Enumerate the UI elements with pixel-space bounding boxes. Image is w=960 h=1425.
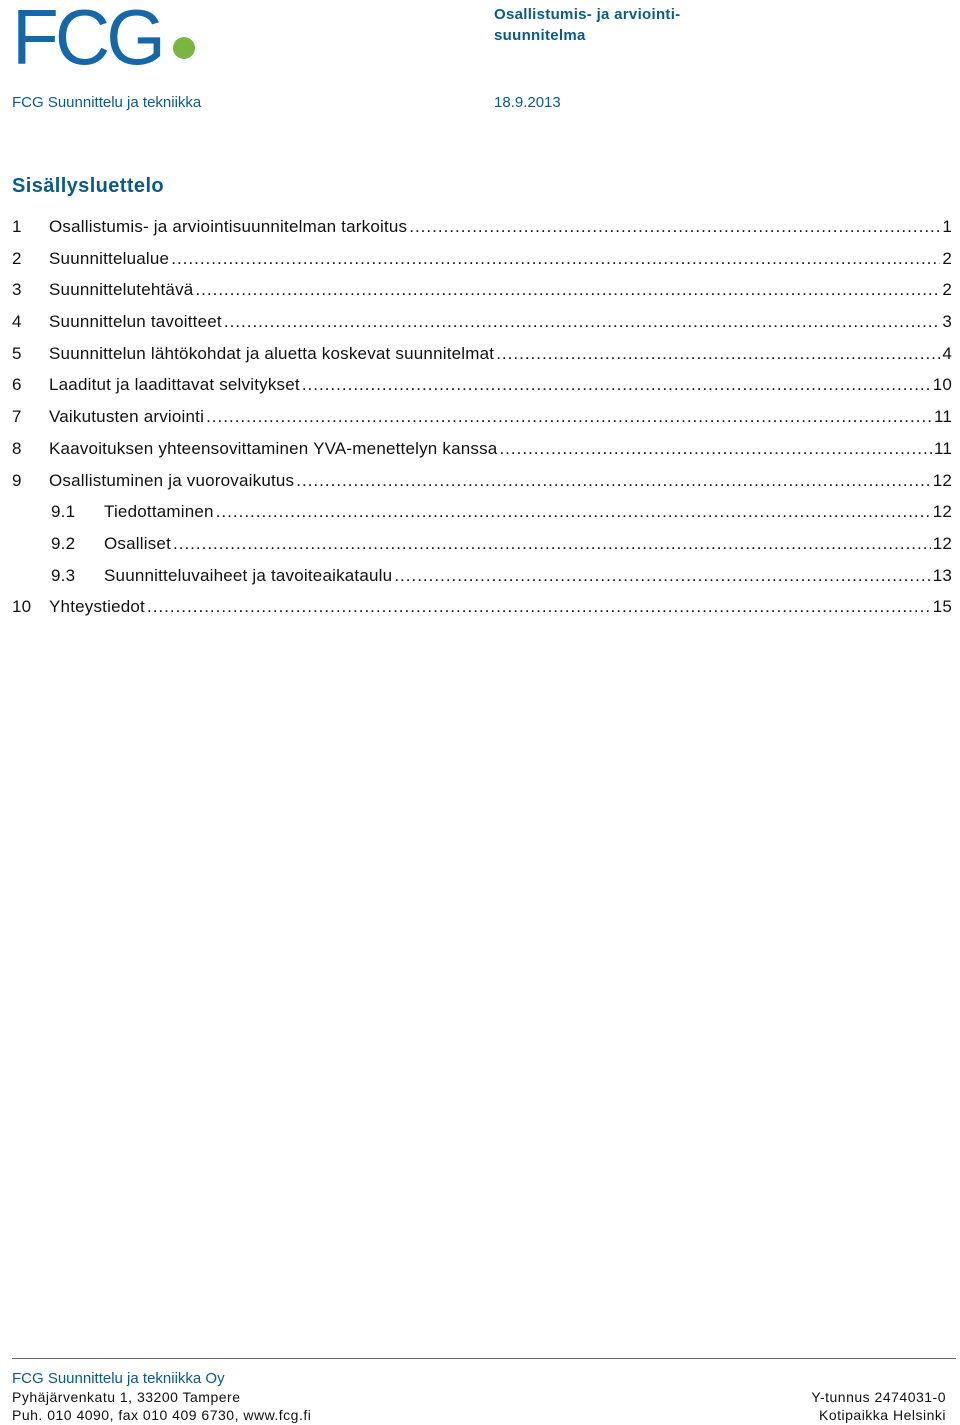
footer-contact: Puh. 010 4090, fax 010 409 6730, www.fcg.fi: [12, 1407, 312, 1423]
toc-entry[interactable]: [12, 439, 952, 471]
toc-leader-dots: [147, 597, 931, 617]
toc-leader-dots: [496, 344, 940, 364]
toc-entry-title: Suunnitteluvaiheet ja tavoiteaikataulu: [104, 565, 393, 585]
toc-entry-number: 1: [12, 217, 22, 236]
toc-leader-dots: [296, 471, 930, 491]
toc-entry-title: Kaavoituksen yhteensovittaminen YVA-menettelyn kanssa: [49, 438, 498, 458]
toc-entry-title: Laaditut ja laadittavat selvitykset: [49, 375, 300, 395]
toc-entry-page: 11: [933, 407, 952, 427]
toc-entry-title: Osalliset: [104, 533, 171, 553]
table-of-contents: [12, 217, 952, 629]
toc-entry-title: Suunnittelutehtävä: [49, 280, 194, 300]
toc-leader-dots: [302, 375, 931, 395]
toc-entry-page: 10: [932, 375, 952, 395]
toc-entry[interactable]: [12, 407, 952, 439]
toc-leader-dots: [409, 217, 940, 237]
toc-leader-dots: [499, 439, 931, 459]
toc-entry-number: 9.3: [51, 565, 76, 585]
toc-entry[interactable]: [12, 217, 952, 249]
toc-entry-page: 4: [942, 343, 952, 363]
toc-entry-page: 12: [932, 470, 952, 490]
toc-entry-title: Suunnittelun lähtökohdat ja aluetta koskevat suunnitelmat: [49, 343, 495, 363]
toc-entry-page: 15: [932, 597, 952, 617]
toc-leader-dots: [171, 249, 940, 269]
toc-entry-title: Suunnittelualue: [49, 248, 170, 268]
footer-domicile: Kotipaikka Helsinki: [819, 1407, 946, 1423]
toc-entry-page: 12: [932, 533, 952, 553]
logo-dot-icon: [173, 37, 195, 59]
toc-entry[interactable]: [12, 597, 952, 629]
toc-entry-title: Yhteystiedot: [49, 597, 145, 617]
toc-entry-title: Tiedottaminen: [104, 502, 214, 522]
svg-text:FCG: FCG: [12, 4, 162, 68]
toc-entry[interactable]: [12, 249, 952, 281]
toc-leader-dots: [394, 566, 930, 586]
document-title: Osallistumis- ja arviointi-suunnitelma: [494, 6, 681, 44]
toc-entry-page: 2: [942, 280, 952, 300]
toc-heading: Sisällysluettelo: [12, 175, 165, 197]
footer-line-1: [12, 1388, 946, 1406]
toc-entry-title: Vaikutusten arviointi: [49, 407, 205, 427]
toc-entry-page: 11: [933, 438, 952, 458]
toc-entry-title: Suunnittelun tavoitteet: [49, 312, 222, 332]
footer-divider: [12, 1358, 956, 1359]
toc-entry-number: 4: [12, 312, 22, 332]
toc-entry-number: 9: [12, 470, 22, 490]
toc-entry-number: 10: [12, 597, 32, 617]
fcg-logo: [12, 4, 198, 68]
toc-leader-dots: [216, 502, 931, 522]
toc-entry-number: 9.2: [51, 533, 76, 553]
toc-entry-number: 2: [12, 248, 22, 268]
footer-address: Pyhäjärvenkatu 1, 33200 Tampere: [12, 1389, 241, 1405]
toc-subentry[interactable]: [12, 502, 952, 534]
toc-entry[interactable]: [12, 471, 952, 503]
toc-entry-page: 3: [942, 312, 952, 332]
toc-entry-number: 9.1: [51, 502, 76, 522]
toc-entry[interactable]: [12, 375, 952, 407]
toc-leader-dots: [173, 534, 931, 554]
toc-entry-number: 8: [12, 438, 22, 458]
page-footer: [12, 1370, 946, 1424]
toc-entry-page: 13: [932, 565, 952, 585]
toc-entry[interactable]: [12, 280, 952, 312]
toc-entry-title: Osallistumis- ja arviointisuunnitelman tarkoitus: [49, 217, 408, 236]
header-date: 18.9.2013: [494, 94, 561, 111]
toc-leader-dots: [206, 407, 932, 427]
toc-leader-dots: [195, 280, 940, 300]
toc-entry-number: 5: [12, 343, 22, 363]
toc-subentry[interactable]: [12, 566, 952, 598]
toc-leader-dots: [224, 312, 941, 332]
footer-company: FCG Suunnittelu ja tekniikka Oy: [12, 1370, 225, 1387]
toc-entry-number: 6: [12, 375, 22, 395]
toc-entry-number: 7: [12, 407, 22, 427]
toc-entry-page: 1: [942, 217, 952, 236]
toc-entry-title: Osallistuminen ja vuorovaikutus: [49, 470, 295, 490]
header-company: FCG Suunnittelu ja tekniikka: [12, 94, 202, 111]
toc-entry[interactable]: [12, 312, 952, 344]
toc-entry-number: 3: [12, 280, 22, 300]
toc-entry[interactable]: [12, 344, 952, 376]
fcg-logo-graphic: [12, 4, 198, 68]
toc-entry-page: 12: [932, 502, 952, 522]
footer-line-2: [12, 1406, 946, 1424]
toc-entry-page: 2: [942, 248, 952, 268]
toc-subentry[interactable]: [12, 534, 952, 566]
footer-business-id: Y-tunnus 2474031-0: [811, 1389, 946, 1405]
